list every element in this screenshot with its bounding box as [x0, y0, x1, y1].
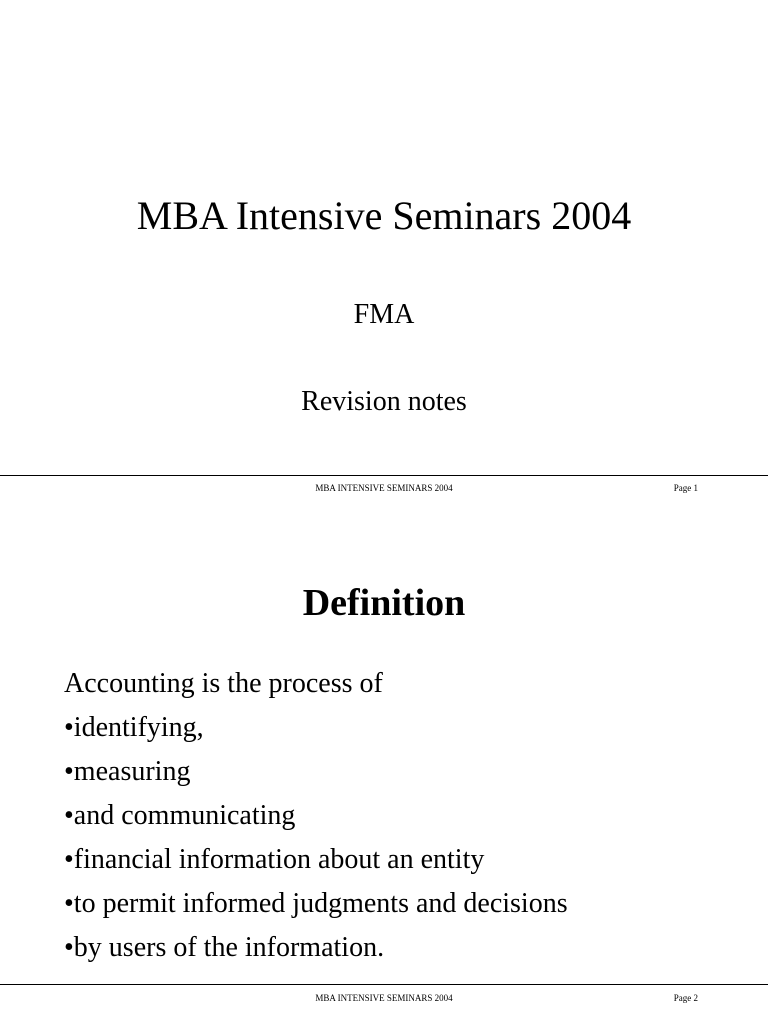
- definition-line: •financial information about an entity: [64, 844, 485, 875]
- definition-line: Accounting is the process of: [64, 668, 383, 699]
- slide-2: [0, 500, 768, 1024]
- definition-line: •measuring: [64, 756, 191, 787]
- definition-list: [64, 662, 744, 970]
- page-number: Page 2: [673, 993, 698, 1003]
- slide-subtitle: FMA: [353, 299, 415, 330]
- page-number: Page 1: [673, 483, 698, 493]
- slide-divider: [0, 984, 768, 985]
- slide-heading: Definition: [302, 582, 466, 624]
- definition-line: •and communicating: [64, 800, 296, 831]
- definition-line: •to permit informed judgments and decisions: [64, 888, 568, 919]
- slide-footer: MBA INTENSIVE SEMINARS 2004: [315, 483, 453, 493]
- slide-divider: [0, 475, 768, 476]
- slide-subtitle-secondary: Revision notes: [301, 386, 467, 417]
- slide-title: MBA Intensive Seminars 2004: [136, 193, 632, 238]
- slide-footer: MBA INTENSIVE SEMINARS 2004: [315, 993, 453, 1003]
- slide-1: [0, 0, 768, 500]
- definition-line: •by users of the information.: [64, 932, 385, 963]
- definition-line: •identifying,: [64, 712, 204, 743]
